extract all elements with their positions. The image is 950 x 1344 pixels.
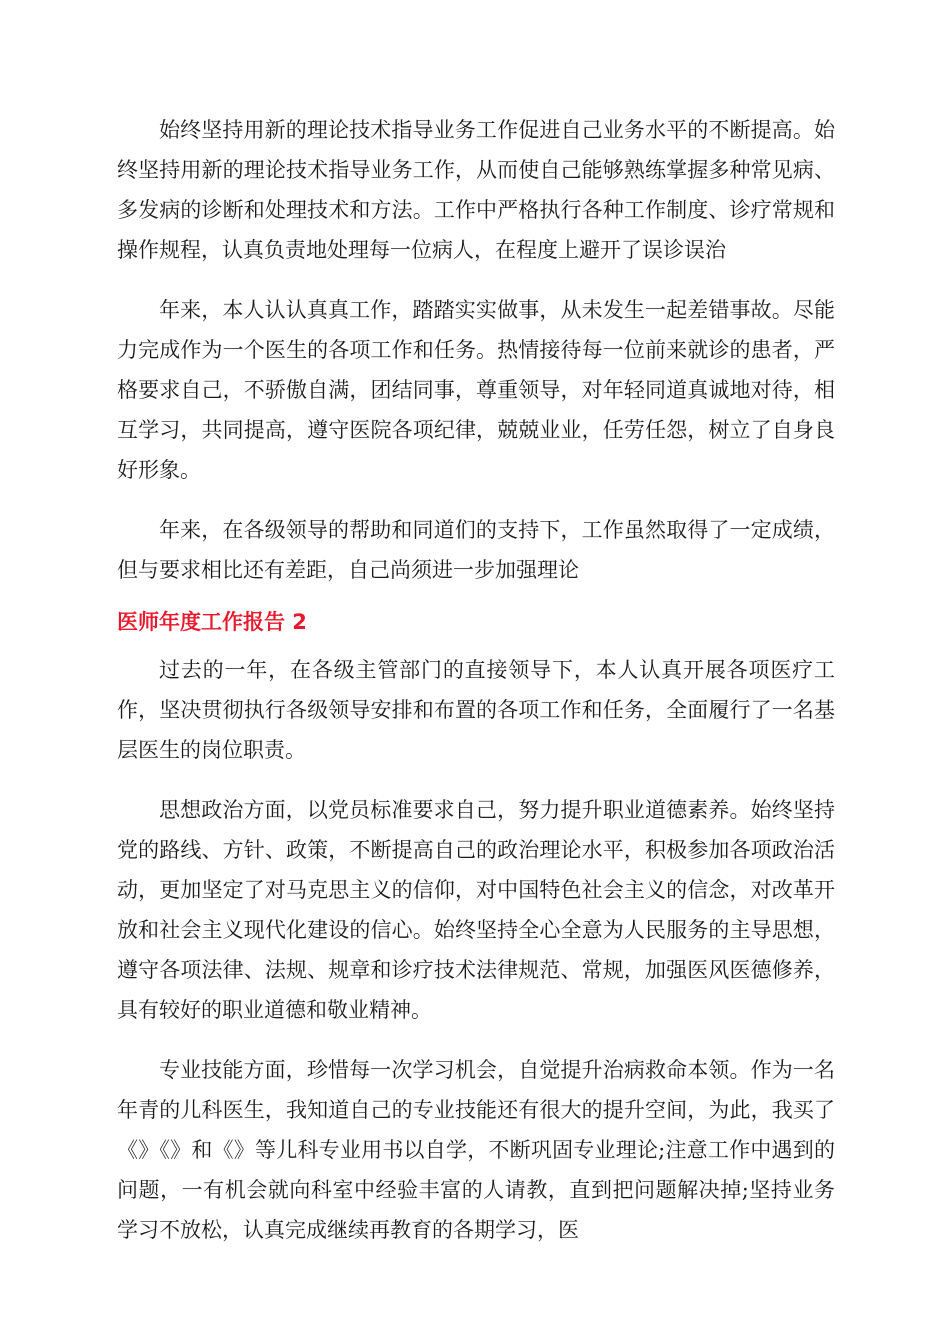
paragraph: 过去的一年，在各级主管部门的直接领导下，本人认真开展各项医疗工作，坚决贯彻执行各级领导安排和布置的各项工作和任务，全面履行了一名基层医生的岗位职责。	[117, 658, 835, 762]
paragraph: 始终坚持用新的理论技术指导业务工作促进自己业务水平的不断提高。始终坚持用新的理论技术指导业务工作，从而使自己能够熟练掌握多种常见病、多发病的诊断和处理技术和方法。工作中严格执行各种工作制度、诊疗常规和操作规程，认真负责地处理每一位病人，在程度上避开了误诊误治	[117, 118, 835, 262]
paragraph: 年来，本人认认真真工作，踏踏实实做事，从未发生一起差错事故。尽能力完成作为一个医生的各项工作和任务。热情接待每一位前来就诊的患者，严格要求自己，不骄傲自满，团结同事，尊重领导，对年轻同道真诚地对待，相互学习，共同提高，遵守医院各项纪律，兢兢业业，任劳任怨，树立了自身良好形象。	[117, 298, 835, 482]
paragraph: 专业技能方面，珍惜每一次学习机会，自觉提升治病救命本领。作为一名年青的儿科医生，我知道自己的专业技能还有很大的提升空间，为此，我买了《》《》和《》等儿科专业用书以自学，不断巩固专业理论;注意工作中遇到的问题，一有机会就向科室中经验丰富的人请教，直到把问题解决掉;坚持业务学习不放松，认真完成继续再教育的各期学习，医	[117, 1058, 835, 1242]
paragraph: 年来，在各级领导的帮助和同道们的支持下，工作虽然取得了一定成绩，但与要求相比还有差距，自己尚须进一步加强理论	[117, 518, 835, 582]
document-body	[117, 110, 835, 1250]
section-heading: 医师年度工作报告 2	[117, 610, 307, 634]
paragraph: 思想政治方面，以党员标准要求自己，努力提升职业道德素养。始终坚持党的路线、方针、政策，不断提高自己的政治理论水平，积极参加各项政治活动，更加坚定了对马克思主义的信仰，对中国特色社会主义的信念，对改革开放和社会主义现代化建设的信心。始终坚持全心全意为人民服务的主导思想，遵守各项法律、法规、规章和诊疗技术法律规范、常规，加强医风医德修养，具有较好的职业道德和敬业精神。	[117, 798, 835, 1022]
